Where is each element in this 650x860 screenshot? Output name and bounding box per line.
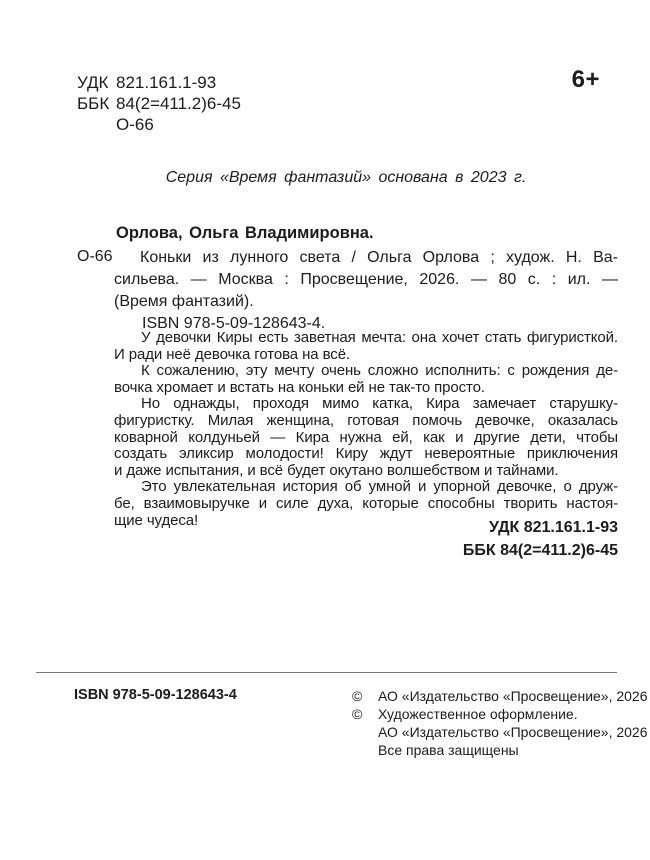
bbk-bottom-line: ББК 84(2=411.2)6-45 (462, 541, 618, 559)
footer-isbn: ISBN 978-5-09-128643-4 (74, 687, 237, 703)
series-note: Серия «Время фантазий» основана в 2023 г. (165, 169, 527, 186)
footer-divider (36, 672, 617, 673)
annotation-line: коварной колдуньей — Кира нужна ей, как и другие дети, чтобы (114, 428, 618, 446)
bib-isbn-line: ISBN 978-5-09-128643-4. (142, 315, 326, 332)
copyright-line (352, 723, 648, 741)
copyright-symbol: © (352, 688, 363, 704)
bib-entry (114, 247, 618, 335)
author-heading: Орлова, Ольга Владимировна. (116, 224, 374, 242)
bbk-value: 84(2=411.2)6-45 (116, 94, 241, 113)
annotation-line: фигуристку. Милая женщина, готовая помочь девочке, оказалась (114, 411, 618, 429)
age-rating-badge: 6+ (571, 66, 600, 93)
copyright-line (352, 687, 648, 705)
copyright-symbol: © (352, 706, 363, 722)
bib-line: Коньки из лунного света / Ольга Орлова ; худож. Н. Ва- (140, 249, 618, 266)
annotation-line: И ради неё девочка готова на всё. (114, 345, 351, 363)
bib-author-sign: О-66 (77, 248, 113, 265)
bib-line: (Время фантазий). (114, 293, 254, 310)
udk-label: УДК (77, 73, 109, 92)
annotation-line: бе, взаимовыручке и силе духа, которые способны творить настоя- (114, 494, 618, 512)
annotation-line: Но однажды, проходя мимо катка, Кира замечает старушку- (141, 395, 618, 413)
annotation-line: создать эликсир молодости! Киру ждут невероятные приключения (114, 445, 618, 463)
annotation-line: щие чудеса! (114, 511, 199, 529)
annotation-line: и даже испытания, и всё будет окутано волшебством и тайнами. (114, 461, 559, 479)
copyright-line (352, 741, 648, 759)
copyright-block (352, 687, 648, 759)
annotation-line: К сожалению, эту мечту очень сложно исполнить: с рождения де- (141, 362, 618, 380)
bbk-line (77, 93, 241, 114)
copyright-line (352, 705, 648, 723)
annotation (114, 330, 618, 529)
annotation-line: Это увлекательная история об умной и упорной девочке, о друж- (141, 478, 618, 496)
annotation-line: вочка хромает и встать на коньки ей не так-то просто. (114, 378, 485, 396)
bbk-label: ББК (77, 94, 110, 113)
copyright-text: АО «Издательство «Просвещение», 2026 (378, 724, 648, 740)
classification-top-block (77, 72, 241, 135)
bib-line: сильева. — Москва : Просвещение, 2026. — 80 с. : ил. — (114, 271, 618, 288)
udk-line (77, 72, 241, 93)
classification-bottom-block (114, 517, 618, 562)
author-sign-top: О-66 (116, 115, 154, 134)
copyright-text: АО «Издательство «Просвещение», 2026 (378, 688, 648, 704)
udk-value: 821.161.1-93 (116, 73, 217, 92)
copyright-text: Художественное оформление. (378, 706, 578, 722)
annotation-line: У девочки Киры есть заветная мечта: она хочет стать фигуристкой. (141, 329, 618, 346)
copyright-text: Все права защищены (378, 742, 519, 758)
udk-bottom-line: УДК 821.161.1-93 (488, 519, 618, 536)
